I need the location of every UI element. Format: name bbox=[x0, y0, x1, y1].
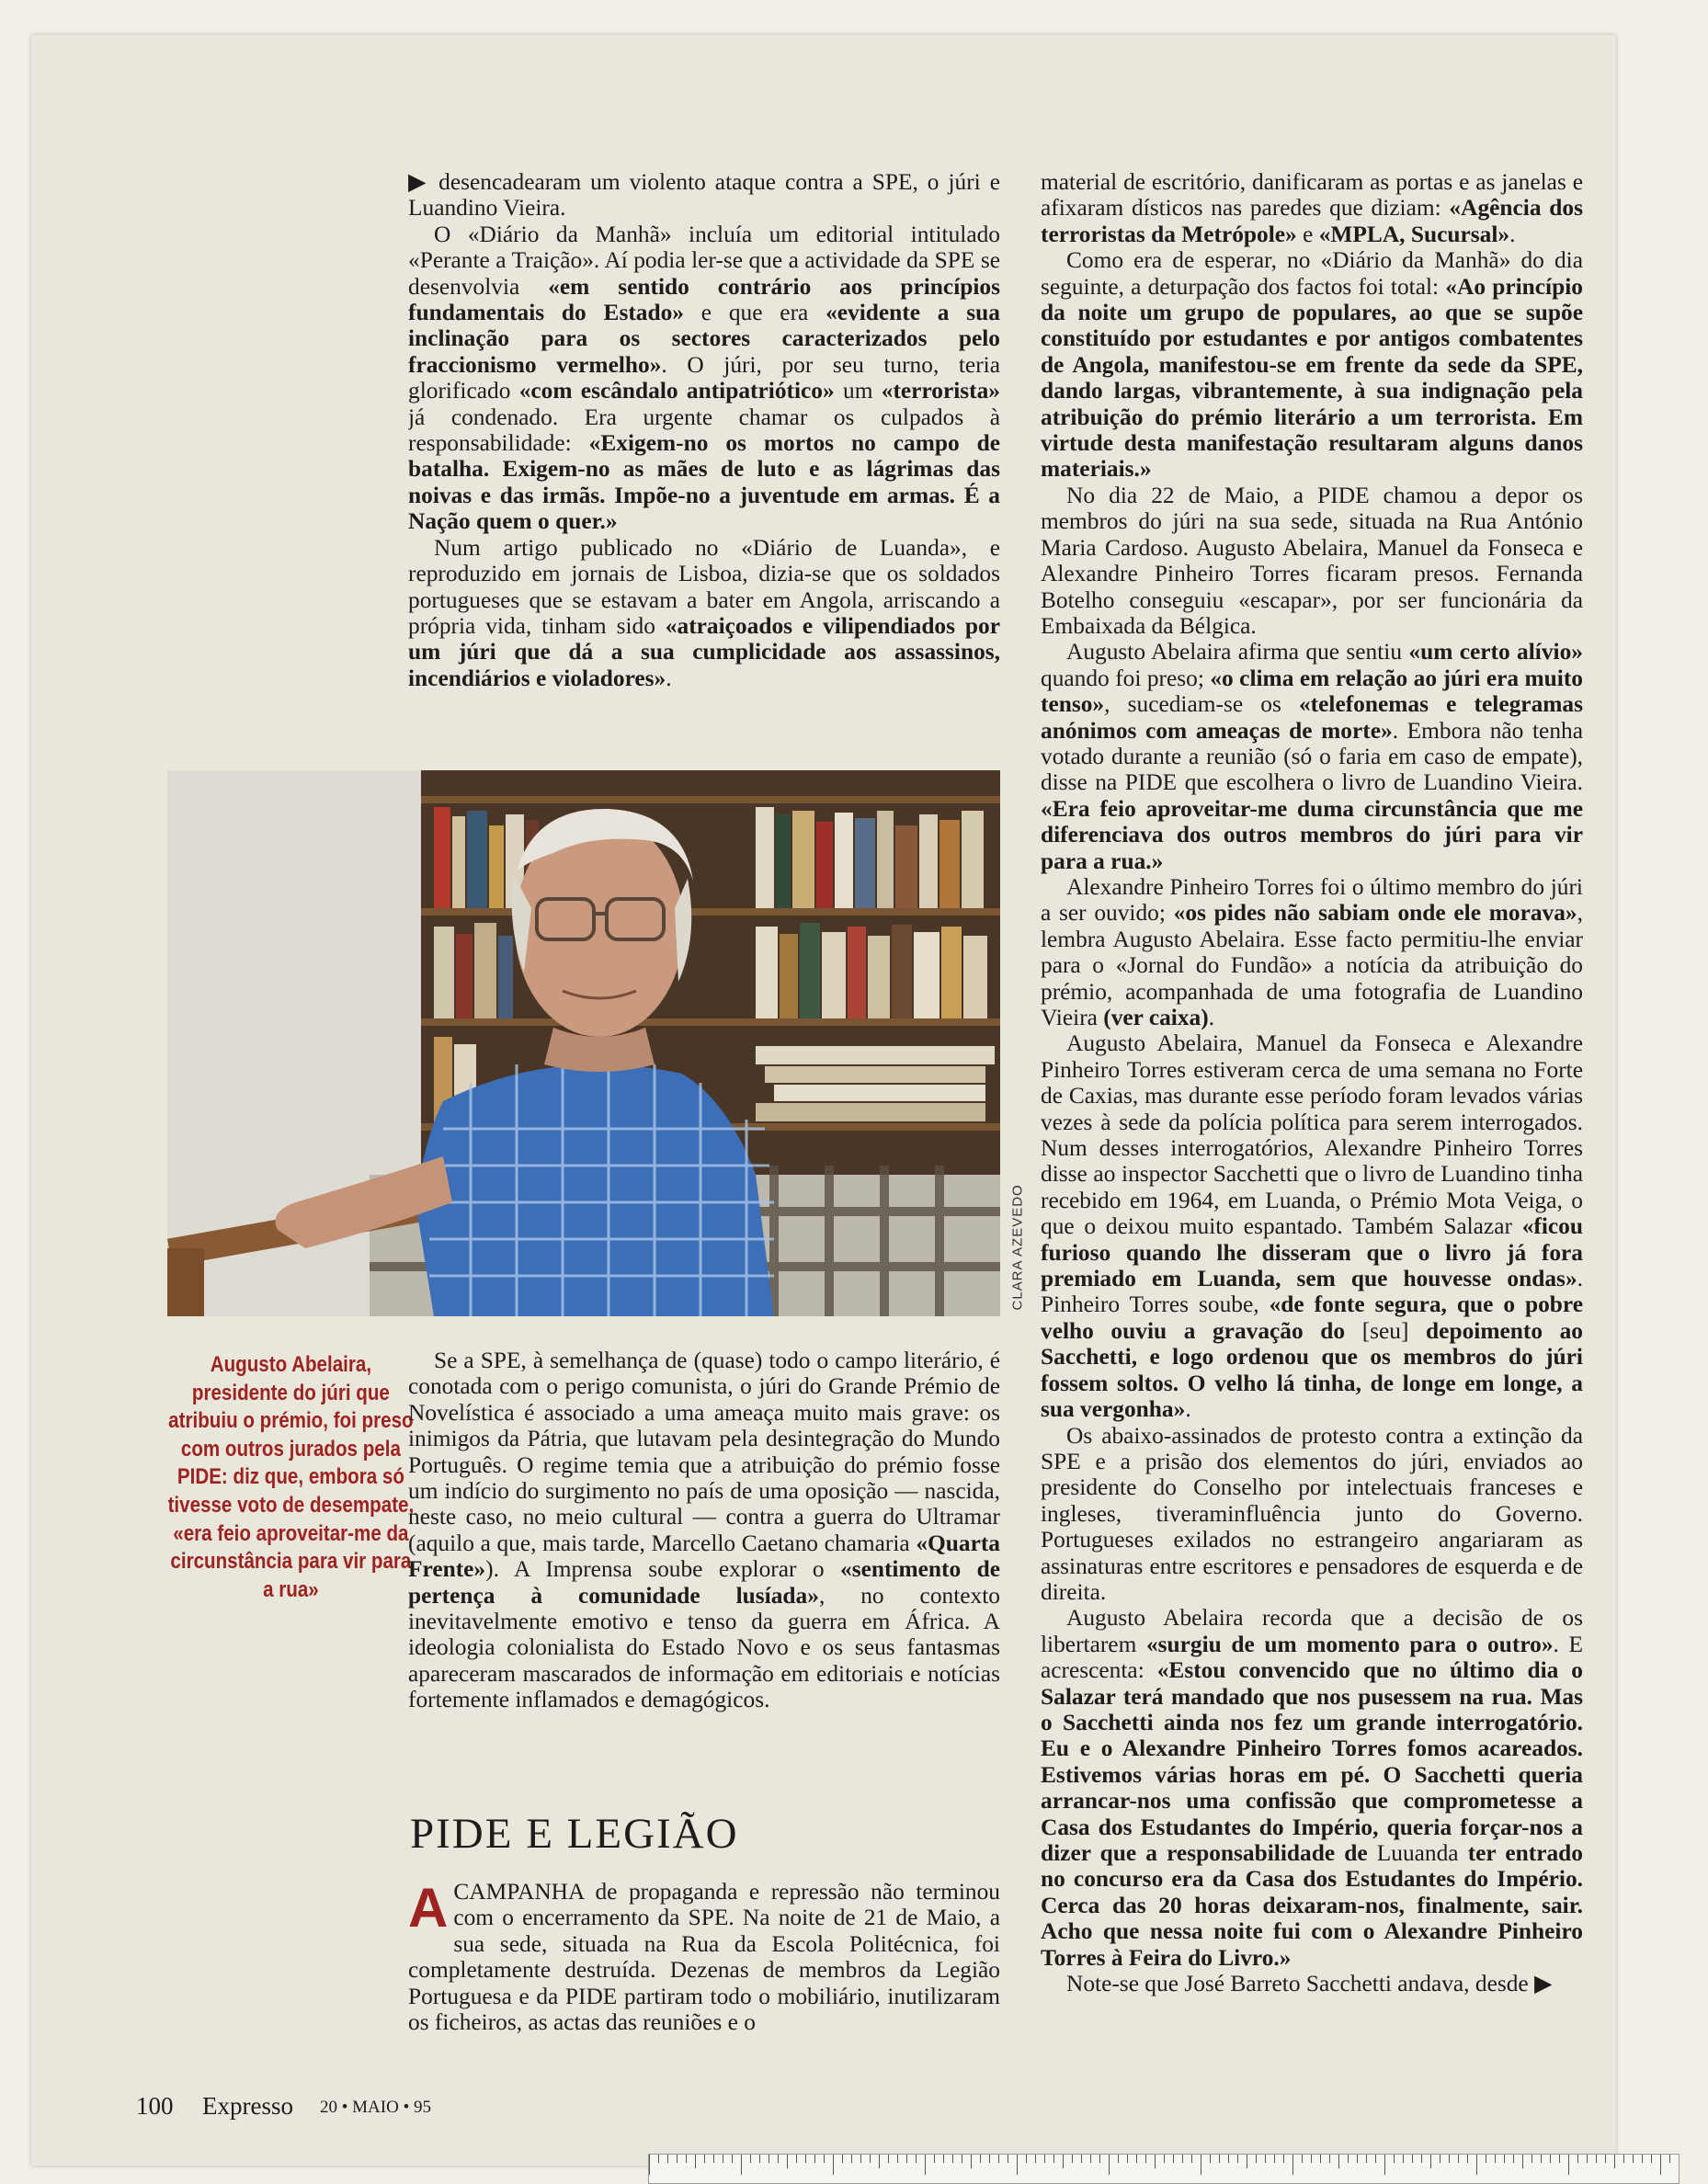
text-run: «sentimento de pertença à comunidade lusíada» bbox=[408, 1556, 1000, 1609]
ruler-tick bbox=[1109, 2155, 1110, 2175]
article-column-left-top bbox=[408, 169, 1000, 739]
ruler-tick bbox=[1228, 2155, 1229, 2163]
ruler-tick bbox=[851, 2155, 852, 2163]
ruler-tick bbox=[1145, 2155, 1146, 2163]
ruler-tick bbox=[1302, 2155, 1303, 2163]
ruler-tick bbox=[943, 2155, 944, 2163]
ruler-tick bbox=[713, 2155, 714, 2163]
ruler-tick bbox=[1587, 2155, 1588, 2163]
text-run: Como era de esperar, no «Diário da Manhã» do dia seguinte, a deturpação dos factos foi total: bbox=[1041, 247, 1583, 300]
ruler-tick bbox=[658, 2155, 659, 2163]
ruler-tick bbox=[1357, 2155, 1358, 2163]
ruler-tick bbox=[1559, 2155, 1560, 2163]
ruler-tick bbox=[1421, 2155, 1422, 2163]
ruler-tick bbox=[1099, 2155, 1100, 2163]
ruler-tick bbox=[1642, 2155, 1643, 2163]
text-run: depoimento ao Sacchetti, e logo ordenou que os membros do júri fossem soltos. O velho lá tinha, de longe em longe, a sua vergonha» bbox=[1041, 1317, 1583, 1423]
ruler-tick bbox=[1044, 2155, 1045, 2163]
paragraph bbox=[408, 1348, 1000, 1713]
ruler-tick bbox=[1053, 2155, 1054, 2163]
text-run: , no contexto inevitavelmente emotivo e tenso da guerra em África. A ideologia colonialista do Estado Novo e os seus fantasmas apareceram mascarados de informação em editoriais e notícias fortemente inflamados e demagógicos. bbox=[408, 1582, 1000, 1713]
text-run: . bbox=[1185, 1396, 1191, 1423]
ruler-tick bbox=[1577, 2155, 1578, 2163]
ruler-tick bbox=[1384, 2155, 1385, 2175]
text-run: «Era feio aproveitar-me duma circunstância que me diferenciava dos outros membros do júri para vir para a rua.» bbox=[1041, 795, 1583, 874]
ruler-tick bbox=[677, 2155, 678, 2163]
ruler-tick bbox=[1449, 2155, 1450, 2163]
ruler-tick bbox=[1136, 2155, 1137, 2163]
paragraph bbox=[408, 222, 1000, 535]
text-run: «evidente a sua inclinação para os sectores caracterizados pelo fraccionismo vermelho» bbox=[408, 300, 1000, 378]
ruler-tick bbox=[1155, 2155, 1156, 2168]
ruler-tick bbox=[906, 2155, 907, 2163]
article-column-right bbox=[1041, 169, 1583, 2044]
text-run: CAMPANHA de propaganda e repressão não terminou com o encerramento da SPE. Na noite de 21 de Maio, a sua sede, situada na Rua da Escola Politécnica, foi completamente destruída. Dezenas de membros da Legião Portuguesa e da PIDE partiram todo o mobiliário, inutilizaram os ficheiros, as actas das reuniões e o bbox=[408, 1879, 1000, 2036]
ruler-tick bbox=[750, 2155, 751, 2163]
text-run: já condenado. Era urgente chamar os culpados à responsabilidade: bbox=[408, 404, 1000, 457]
ruler-tick bbox=[1274, 2155, 1275, 2163]
ruler-tick bbox=[998, 2155, 999, 2163]
ruler-tick bbox=[916, 2155, 917, 2163]
ruler-tick bbox=[787, 2155, 788, 2168]
text-run: «Estou convencido que no último dia o Salazar terá mandado que nos pusessem na rua. Mas o Sacchetti ainda nos fez um grande interrogatório. Eu e o Alexandre Pinheiro Torres fomos acareados. Estivemos várias horas em pé. O Sacchetti queria arrancar-nos uma confissão que comprometesse a Casa dos Estudantes do Império, queria forçar-nos a dizer que a responsabilidade de bbox=[1041, 1657, 1583, 1866]
text-run: «surgiu de um momento para o outro» bbox=[1145, 1631, 1554, 1657]
text-run: «de fonte segura, que o pobre velho ouviu a gravação do bbox=[1041, 1291, 1583, 1344]
ruler-tick bbox=[667, 2155, 668, 2163]
text-run: Luuanda bbox=[1376, 1840, 1459, 1866]
text-run: ). A Imprensa soube explorar o bbox=[485, 1556, 840, 1583]
ruler-tick bbox=[1467, 2155, 1468, 2163]
ruler-tick bbox=[1430, 2155, 1431, 2168]
ruler-tick bbox=[1237, 2155, 1238, 2163]
ruler-tick bbox=[1072, 2155, 1073, 2163]
page-number: 100 bbox=[136, 2092, 174, 2120]
text-run: «atraiçoados e vilipendiados por um júri que dá a sua cumplicidade aos assassinos, incendiários e violadores» bbox=[408, 612, 1000, 691]
paragraph bbox=[1041, 639, 1583, 874]
scale-ruler bbox=[648, 2154, 1680, 2184]
ruler-tick bbox=[1292, 2155, 1293, 2175]
text-run: Augusto Abelaira afirma que sentiu bbox=[1066, 639, 1409, 665]
ruler-tick bbox=[704, 2155, 705, 2163]
ruler-tick bbox=[1394, 2155, 1395, 2163]
paragraph bbox=[1041, 1971, 1583, 1996]
ruler-tick bbox=[1173, 2155, 1174, 2163]
ruler-tick bbox=[952, 2155, 953, 2163]
ruler-tick bbox=[1614, 2155, 1615, 2168]
ruler-tick bbox=[1623, 2155, 1624, 2163]
ruler-tick bbox=[1063, 2155, 1064, 2168]
ruler-tick bbox=[1568, 2155, 1569, 2175]
text-run: ter entrado no concurso era da Casa dos Estudantes do Império. Cerca das 20 horas deixaram-nos, finalmente, sair. Acho que nessa noite fui com o Alexandre Pinheiro Torres à Feira do Livro.» bbox=[1041, 1840, 1583, 1971]
ruler-tick bbox=[1081, 2155, 1082, 2163]
ruler-tick bbox=[805, 2155, 806, 2163]
ruler-tick bbox=[1118, 2155, 1119, 2163]
article-column-middle-bottom bbox=[408, 1348, 1000, 1780]
ruler-tick bbox=[695, 2155, 696, 2168]
photo-caption: Augusto Abelaira, presidente do júri que atribuiu o prémio, foi preso com outros jurados pela PIDE: diz que, embora só tivesse voto de desempate, «era feio aproveitar-me da circunstância para vir para a rua» bbox=[167, 1352, 415, 1602]
ruler-tick bbox=[879, 2155, 880, 2168]
section-heading: PIDE E LEGIÃO bbox=[410, 1810, 739, 1858]
ruler-tick bbox=[1026, 2155, 1027, 2163]
text-run: Se a SPE, à semelhança de (quase) todo o campo literário, é conotada com o perigo comunista, o júri do Grande Prémio de Novelística é associado a uma ameaça muito mais grave: os inimigos da Pátria, que lutavam pela desintegração do Mundo Português. O regime temia que a atribuição do prémio fosse um indício do surgimento no país de uma oposição — nascida, neste caso, no meio cultural — contra a guerra do Ultramar (aquilo a que, mais tarde, Marcello Caetano chamaria bbox=[408, 1348, 1000, 1556]
ruler-tick bbox=[980, 2155, 981, 2163]
portrait-image bbox=[167, 770, 1000, 1316]
article-column-middle-section bbox=[408, 1879, 1000, 2037]
text-run: No dia 22 de Maio, a PIDE chamou a depor os membros do júri na sua sede, situada na Rua António Maria Cardoso. Augusto Abelaira, Manuel da Fonseca e Alexandre Pinheiro Torres ficaram presos. Fernanda Botelho conseguiu «escapar», por ser funcionária da Embaixada da Bélgica. bbox=[1041, 482, 1583, 639]
magazine-page bbox=[31, 35, 1616, 2166]
text-run: . Pinheiro Torres soube, bbox=[1041, 1266, 1583, 1318]
ruler-tick bbox=[686, 2155, 687, 2163]
ruler-tick bbox=[814, 2155, 815, 2163]
text-run: «com escândalo antipatriótico» bbox=[518, 378, 835, 404]
text-run: (ver caixa) bbox=[1103, 1005, 1209, 1030]
ruler-tick bbox=[888, 2155, 889, 2163]
text-run: O «Diário da Manhã» incluía um editorial intitulado «Perante a Traição». Aí podia ler-se que a actividade da SPE se desenvolvia bbox=[408, 221, 1000, 300]
drop-cap: A bbox=[408, 1879, 449, 1939]
ruler-tick bbox=[1256, 2155, 1257, 2163]
text-run: e bbox=[1296, 221, 1319, 247]
ruler-tick bbox=[1366, 2155, 1367, 2163]
text-run: . O júri, por seu turno, teria glorificado bbox=[408, 351, 1000, 404]
ruler-tick bbox=[759, 2155, 760, 2163]
text-run: . E acrescenta: bbox=[1041, 1631, 1583, 1684]
ruler-tick bbox=[897, 2155, 898, 2163]
ruler-tick bbox=[934, 2155, 935, 2163]
ruler-tick bbox=[1283, 2155, 1284, 2163]
text-run: «o clima em relação ao júri era muito tenso» bbox=[1041, 665, 1583, 718]
ruler-tick bbox=[1605, 2155, 1606, 2163]
ruler-tick bbox=[1412, 2155, 1413, 2163]
paragraph bbox=[1041, 1423, 1583, 1606]
paragraph bbox=[1041, 169, 1583, 247]
text-run: «Ao princípio da noite um grupo de populares, ao que se supõe constituído por estudantes e por antigos combatentes de Angola, manifestou-se em frente da sede da SPE, dando largas, vibrantemente, à sua indignação pela atribuição do prémio literário a um terrorista. Em virtude desta manifestação resultaram alguns danos materiais.» bbox=[1041, 273, 1583, 483]
text-run: quando foi preso; bbox=[1041, 665, 1211, 691]
ruler-tick bbox=[824, 2155, 825, 2163]
ruler-tick bbox=[1035, 2155, 1036, 2163]
portrait-photo bbox=[167, 770, 1000, 1316]
issue-date: 20 • MAIO • 95 bbox=[320, 2098, 431, 2117]
text-run: e que era bbox=[684, 300, 826, 326]
ruler-tick bbox=[796, 2155, 797, 2163]
paragraph bbox=[1041, 1030, 1583, 1422]
ruler-tick bbox=[1541, 2155, 1542, 2163]
text-run: ▶ desencadearam um violento ataque contra a SPE, o júri e Luandino Vieira. bbox=[408, 169, 1000, 222]
ruler-tick bbox=[870, 2155, 871, 2163]
ruler-tick bbox=[1633, 2155, 1634, 2163]
photo-credit bbox=[1004, 1175, 1026, 1313]
ruler-tick bbox=[1403, 2155, 1404, 2163]
text-run: . Embora não tenha votado durante a reunião (só o faria em caso de empate), disse na PIDE que escolhera o livro de Luandino Vieira. bbox=[1041, 717, 1583, 796]
text-run: «Quarta Frente» bbox=[408, 1530, 1000, 1583]
text-run: «telefonemas e telegramas anónimos com ameaças de morte» bbox=[1041, 691, 1583, 744]
ruler-tick bbox=[1651, 2155, 1652, 2163]
ruler-tick bbox=[1513, 2155, 1514, 2163]
ruler-tick bbox=[649, 2155, 650, 2175]
text-run: Os abaixo-assinados de protesto contra a extinção da SPE e a prisão dos elementos do júri, enviados ao presidente do Conselho por intelectuais franceses e ingleses, tiveraminfluência junto do Governo. Portugueses exilados no estrangeiro angariaram as assinaturas entre escritores e pensadores de esquerda e de direita. bbox=[1041, 1422, 1583, 1605]
text-run: Alexandre Pinheiro Torres foi o último membro do júri a ser ouvido; bbox=[1041, 873, 1583, 927]
ruler-tick bbox=[1164, 2155, 1165, 2163]
paragraph bbox=[1041, 1605, 1583, 1971]
text-run: , lembra Augusto Abelaira. Esse facto permitiu-lhe enviar para o «Jornal do Fundão» a notícia da atribuição do prémio, acompanhada de uma fotografia de Luandino Vieira bbox=[1041, 900, 1583, 1030]
ruler-tick bbox=[778, 2155, 779, 2163]
text-run: material de escritório, danificaram as portas e as janelas e afixaram dísticos nas paredes que diziam: bbox=[1041, 169, 1583, 222]
text-run: . bbox=[1208, 1005, 1215, 1030]
text-run: «um certo alívio» bbox=[1408, 639, 1583, 665]
text-run: . bbox=[1509, 221, 1516, 247]
text-run: «terrorista» bbox=[881, 378, 1000, 404]
ruler-tick bbox=[1348, 2155, 1349, 2163]
ruler-tick bbox=[1210, 2155, 1211, 2163]
ruler-tick bbox=[1127, 2155, 1128, 2163]
ruler-tick bbox=[1182, 2155, 1183, 2163]
text-run: Note-se que José Barreto Sacchetti andava, desde ▶ bbox=[1066, 1971, 1553, 1997]
ruler-tick bbox=[1596, 2155, 1597, 2163]
ruler-tick bbox=[732, 2155, 733, 2163]
ruler-tick bbox=[925, 2155, 926, 2175]
text-run: . bbox=[666, 665, 672, 691]
ruler-tick bbox=[1550, 2155, 1551, 2163]
paragraph bbox=[1041, 247, 1583, 483]
ruler-tick bbox=[1265, 2155, 1266, 2163]
text-run: Augusto Abelaira recorda que a decisão de os libertarem bbox=[1041, 1605, 1583, 1657]
paragraph bbox=[408, 535, 1000, 691]
text-run: «ficou furioso quando lhe disseram que o livro já fora premiado em Luanda, sem que houvesse ondas» bbox=[1041, 1213, 1583, 1292]
ruler-tick bbox=[833, 2155, 834, 2175]
paragraph bbox=[1041, 874, 1583, 1030]
ruler-tick bbox=[1458, 2155, 1459, 2163]
ruler-tick bbox=[1504, 2155, 1505, 2163]
ruler-tick bbox=[1375, 2155, 1376, 2163]
ruler-tick bbox=[1495, 2155, 1496, 2163]
text-run: Augusto Abelaira, Manuel da Fonseca e Alexandre Pinheiro Torres estiveram cerca de uma semana no Forte de Caxias, mas durante esse período foram levados várias vezes à sede da polícia política para serem interrogados. Num desses interrogatórios, Alexandre Pinheiro Torres disse ao inspector Sacchetti que o livro de Luandino tinha recebido em 1964, em Luanda, o Prémio Mota Veiga, o que o deixou muito espantado. Também Salazar bbox=[1041, 1030, 1583, 1240]
text-run: «em sentido contrário aos princípios fundamentais do Estado» bbox=[408, 273, 1000, 326]
paragraph bbox=[408, 169, 1000, 222]
text-run: «os pides não sabiam onde ele morava» bbox=[1173, 900, 1577, 927]
photo-credit-text: CLARA AZEVEDO bbox=[1009, 1184, 1026, 1311]
ruler-tick bbox=[1017, 2155, 1018, 2175]
ruler-tick bbox=[1329, 2155, 1330, 2163]
publication-name: Expresso bbox=[202, 2092, 293, 2120]
ruler-tick bbox=[989, 2155, 990, 2163]
ruler-tick bbox=[741, 2155, 742, 2175]
text-run: «Agência dos terroristas da Metrópole» bbox=[1041, 195, 1583, 247]
text-run: «MPLA, Sucursal» bbox=[1318, 221, 1510, 247]
ruler-tick bbox=[1320, 2155, 1321, 2163]
ruler-tick bbox=[1191, 2155, 1192, 2163]
ruler-tick bbox=[971, 2155, 972, 2168]
ruler-tick bbox=[860, 2155, 861, 2163]
paragraph bbox=[1041, 483, 1583, 639]
ruler-tick bbox=[1669, 2155, 1670, 2163]
ruler-tick bbox=[1660, 2155, 1661, 2175]
ruler-tick bbox=[1338, 2155, 1339, 2168]
ruler-tick bbox=[1476, 2155, 1477, 2175]
text-run: , sucediam-se os bbox=[1104, 691, 1299, 718]
text-run: Num artigo publicado no «Diário de Luanda», e reproduzido em jornais de Lisboa, dizia-se que os soldados portugueses que se estavam a bater em Angola, arriscando a própria vida, tinham sido bbox=[408, 534, 1000, 639]
text-run: [seu] bbox=[1361, 1317, 1409, 1344]
ruler-tick bbox=[842, 2155, 843, 2163]
ruler-tick bbox=[1219, 2155, 1220, 2163]
ruler-tick bbox=[1090, 2155, 1091, 2163]
ruler-tick bbox=[1522, 2155, 1523, 2168]
text-run: «Exigem-no os mortos no campo de batalha. Exigem-no as mães de luto e as lágrimas das noivas e das irmãs. Impõe-no a juventude em armas. É a Nação quem o quer.» bbox=[408, 430, 1000, 535]
ruler-tick bbox=[1311, 2155, 1312, 2163]
text-run: um bbox=[834, 378, 882, 404]
